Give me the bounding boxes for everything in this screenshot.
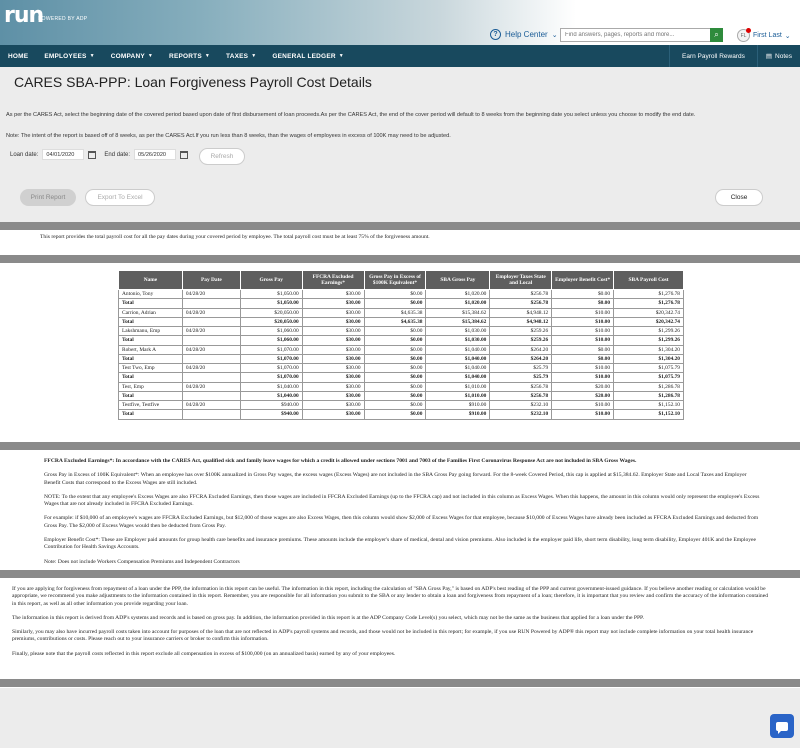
table-cell: $1,050.00	[240, 290, 302, 299]
end-date-label: End date:	[104, 151, 131, 158]
table-cell: $1,040.00	[240, 382, 302, 391]
divider-band	[0, 255, 800, 263]
table-cell	[182, 391, 240, 400]
table-cell: $30.00	[302, 382, 364, 391]
loan-date-label: Loan date:	[10, 151, 39, 158]
chevron-down-icon: ⌄	[784, 32, 791, 40]
search-icon: ⌕	[714, 30, 719, 39]
table-cell: $1,040.00	[426, 373, 490, 382]
table-cell: $1,070.00	[240, 364, 302, 373]
table-cell: $4,948.12	[490, 317, 552, 326]
table-cell: $10.00	[552, 308, 614, 317]
table-cell: Total	[119, 391, 183, 400]
table-cell: $0.00	[552, 299, 614, 308]
table-cell: $4,635.38	[364, 308, 426, 317]
table-cell: $15,384.62	[426, 308, 490, 317]
table-row	[119, 290, 684, 299]
earn-payroll-rewards-link[interactable]: Earn Payroll Rewards	[669, 45, 757, 67]
table-total-row	[119, 336, 684, 345]
table-cell: $910.00	[426, 401, 490, 410]
table-cell: $0.00	[364, 354, 426, 363]
table-header-row	[119, 271, 684, 290]
table-total-row	[119, 317, 684, 326]
table-cell: $0.00	[364, 336, 426, 345]
table-cell: 04/28/20	[182, 401, 240, 410]
user-menu[interactable]	[737, 29, 791, 42]
table-cell: $20,050.00	[240, 317, 302, 326]
table-cell: $0.00	[364, 373, 426, 382]
table-cell: $1,152.10	[614, 401, 684, 410]
export-excel-button[interactable]: Export To Excel	[85, 189, 155, 206]
table-cell: $15,384.62	[426, 317, 490, 326]
table-cell: $30.00	[302, 410, 364, 419]
search-input[interactable]	[560, 28, 722, 42]
table-cell	[182, 299, 240, 308]
close-button[interactable]: Close	[715, 189, 763, 206]
table-total-row	[119, 299, 684, 308]
table-total-row	[119, 373, 684, 382]
table-cell	[182, 410, 240, 419]
logo-subtitle: POWERED BY ADP	[38, 16, 88, 22]
table-cell: $0.00	[364, 382, 426, 391]
table-cell: $20.00	[552, 382, 614, 391]
table-cell: $30.00	[302, 308, 364, 317]
table-cell: $256.78	[490, 299, 552, 308]
table-cell: $30.00	[302, 336, 364, 345]
table-cell: $1,010.00	[426, 391, 490, 400]
table-cell: $25.79	[490, 364, 552, 373]
column-header: FFCRA Excluded Earnings*	[302, 271, 364, 290]
disclaimer-paragraph: The information in this report is derived from ADP's systems and records and is based on gross pay. In addition, the information provided in this report is at the ADP Company Code Level(s) you select, which may not be the same as the business that applied for a loan under the PPP.	[12, 614, 644, 621]
user-name: First Last	[753, 32, 782, 39]
table-cell: $1,030.00	[426, 327, 490, 336]
nav-general-ledger[interactable]: GENERAL LEDGER ▼	[272, 52, 344, 60]
table-cell: Total	[119, 299, 183, 308]
table-cell	[182, 336, 240, 345]
table-total-row	[119, 391, 684, 400]
main-nav	[0, 45, 800, 67]
table-cell: 04/28/20	[182, 308, 240, 317]
table-cell: $0.00	[364, 401, 426, 410]
intro-note: Note: The intent of the report is based off of 8 weeks, as per the CARES Act.If you run less than 8 weeks, than the wages of employees in excess of 100K may need to be adjusted.	[6, 133, 451, 139]
intro-text: As per the CARES Act, select the beginning date of the covered period based upon date of first disbursement of loan proceeds.As per the CARES Act, the end of the cover period will default to 8 weeks from the beginning date you select unless you choose to modify the end date.	[6, 112, 696, 118]
table-cell: $264.20	[490, 345, 552, 354]
disclaimer-paragraph: Similarly, you may also have incurred payroll costs taken into account for purposes of the loan that are not reflected in ADP's payroll systems and records, and those would not be included in this report; for example, if you use RUN Powered by ADP® this report may not include complete information on your total health insurance premiums, contributions or costs. Please reach out to your insurance carriers or broker to confirm this information.	[12, 629, 754, 643]
refresh-button[interactable]: Refresh	[199, 148, 245, 165]
table-cell: $1,299.26	[614, 327, 684, 336]
table-cell: $10.00	[552, 327, 614, 336]
table-total-row	[119, 410, 684, 419]
column-header: Employer Benefit Cost*	[552, 271, 614, 290]
nav-company[interactable]: COMPANY ▼	[110, 52, 154, 60]
table-cell: $30.00	[302, 327, 364, 336]
nav-taxes[interactable]: TAXES ▼	[226, 52, 257, 60]
table-cell: $4,635.38	[364, 317, 426, 326]
table-cell: $256.78	[490, 290, 552, 299]
table-cell	[182, 317, 240, 326]
date-row	[10, 149, 196, 160]
table-cell: $1,286.78	[614, 391, 684, 400]
table-cell: $1,040.00	[426, 354, 490, 363]
chat-icon	[776, 722, 788, 731]
column-header: Gross Pay	[240, 271, 302, 290]
table-cell: Total	[119, 373, 183, 382]
table-cell: $1,286.78	[614, 382, 684, 391]
table-cell: $20,342.74	[614, 308, 684, 317]
table-cell: Carrion, Adrian	[119, 308, 183, 317]
table-cell: Test Two, Emp	[119, 364, 183, 373]
table-total-row	[119, 354, 684, 363]
table-cell: Robert, Mark A	[119, 345, 183, 354]
table-cell: $0.00	[552, 290, 614, 299]
table-cell: $0.00	[364, 364, 426, 373]
table-cell: $1,060.00	[240, 336, 302, 345]
table-cell: Antonio, Tony	[119, 290, 183, 299]
table-cell: 04/28/20	[182, 345, 240, 354]
footnote-benefit-cost: Employer Benefit Cost*: These are Employer paid amounts for group health care benefits and insurance premiums. These amounts include the employer's share of medical, dental and vision premiums. Also included is the employer paid life, short term disability, long term disability, Employer 401K and the Employee Contribution for Health Savings Accounts.	[44, 537, 757, 551]
table-cell: $1,070.00	[240, 354, 302, 363]
footnote-ffcra: FFCRA Excluded Earnings*: In accordance with the CARES Act, qualified sick and family leave wages for which a credit is allowed under sections 7001 and 7003 of the Families First Coronavirus Response Act are not included in SBA Gross Wages.	[44, 458, 637, 464]
table-cell	[182, 373, 240, 382]
table-cell: $4,948.12	[490, 308, 552, 317]
table-cell: $30.00	[302, 401, 364, 410]
divider-band	[0, 222, 800, 230]
table-cell: $1,070.00	[240, 345, 302, 354]
notes-icon: ▤	[765, 53, 773, 60]
table-cell: $256.78	[490, 391, 552, 400]
table-cell: $1,276.78	[614, 299, 684, 308]
report-footnotes	[44, 458, 764, 573]
divider-band	[0, 570, 800, 578]
table-cell: $1,050.00	[240, 299, 302, 308]
table-cell: $10.00	[552, 373, 614, 382]
table-cell: $910.00	[426, 410, 490, 419]
table-cell: 04/28/20	[182, 327, 240, 336]
help-center-label: Help Center	[505, 30, 548, 39]
table-cell: $1,070.00	[240, 373, 302, 382]
report-panel	[0, 222, 800, 688]
column-header: Pay Date	[182, 271, 240, 290]
table-cell: $1,152.10	[614, 410, 684, 419]
table-cell: $30.00	[302, 373, 364, 382]
avatar: FL	[737, 29, 750, 42]
chevron-down-icon: ▼	[251, 53, 257, 59]
table-cell: 04/28/20	[182, 364, 240, 373]
footnote-gross-pay-excess: Gross Pay in Excess of 100K Equivalent*: When an employee has over $100K annualized in Gross Pay wages, the excess wages (Excess Wages) are not included in the SBA Gross Pay going forward. For the 8-week Covered Period, this cap is applied at $15,384.62. Employer State and Local Taxes and Employer Benefit Costs that correspond to the Excess Wages are still included.	[44, 472, 747, 486]
help-center-button[interactable]	[490, 29, 558, 40]
column-header: Name	[119, 271, 183, 290]
table-cell: $1,040.00	[426, 364, 490, 373]
table-cell: $256.78	[490, 382, 552, 391]
top-bar	[0, 0, 800, 45]
column-header: Employer Taxes State and Local	[490, 271, 552, 290]
table-cell: $10.00	[552, 364, 614, 373]
table-cell: $940.00	[240, 410, 302, 419]
run-logo[interactable]: run	[4, 3, 44, 28]
nav-reports[interactable]: REPORTS ▼	[169, 52, 211, 60]
table-row	[119, 382, 684, 391]
table-cell	[182, 354, 240, 363]
table-cell: $20,050.00	[240, 308, 302, 317]
table-cell: $0.00	[364, 290, 426, 299]
table-cell: $0.00	[364, 299, 426, 308]
table-cell: Testfive, Testfive	[119, 401, 183, 410]
table-cell: $10.00	[552, 410, 614, 419]
table-cell: $0.00	[364, 410, 426, 419]
table-cell: $1,075.79	[614, 373, 684, 382]
footnote-example: For example: if $10,000 of an employee's wages are FFCRA Excluded Earnings, but $12,000 of those wages are also Excess Wages, then this column would show $2,000 of Excess Wages for that employee, because $10,000 of Excess Wages have already been included as FFCRA Excluded Earnings and deducted from Gross Pay. The $2,000 of Excess Wages would then be deducted from Gross Pay.	[44, 515, 759, 529]
search-button[interactable]	[710, 28, 723, 42]
table-cell: Total	[119, 410, 183, 419]
table-cell: $20,342.74	[614, 317, 684, 326]
table-cell: $259.26	[490, 327, 552, 336]
table-cell: $940.00	[240, 401, 302, 410]
column-header: SBA Gross Pay	[426, 271, 490, 290]
table-cell: $232.10	[490, 401, 552, 410]
table-cell: $0.00	[364, 327, 426, 336]
table-cell: Total	[119, 317, 183, 326]
table-cell: $1,299.26	[614, 336, 684, 345]
table-cell: $1,304.20	[614, 345, 684, 354]
page-title: CARES SBA-PPP: Loan Forgiveness Payroll Cost Details	[14, 74, 372, 90]
table-cell: $0.00	[552, 354, 614, 363]
notes-button[interactable]: ▤ Notes	[757, 45, 800, 67]
chevron-down-icon: ▼	[338, 53, 344, 59]
disclaimer	[12, 586, 772, 665]
table-row	[119, 327, 684, 336]
table-cell: Lakshmanu, Emp	[119, 327, 183, 336]
table-cell: $25.79	[490, 373, 552, 382]
table-cell: $0.00	[364, 345, 426, 354]
help-icon: ?	[490, 29, 501, 40]
divider-band	[0, 679, 800, 687]
column-header: Gross Pay in Excess of $100K Equivalent*	[364, 271, 426, 290]
table-cell: $1,030.00	[426, 336, 490, 345]
disclaimer-paragraph: Finally, please note that the payroll costs reflected in this report exclude all compensation in excess of $100,000 (on an annualized basis) earned by any of your employees.	[12, 650, 396, 657]
table-cell: $30.00	[302, 299, 364, 308]
table-cell: $0.00	[364, 391, 426, 400]
table-cell: $259.26	[490, 336, 552, 345]
calendar-icon[interactable]	[88, 151, 96, 159]
chevron-down-icon: ⌄	[551, 31, 558, 39]
report-intro: This report provides the total payroll cost for all the pay dates during your covered period by employee. The total payroll cost must be at least 75% of the forgiveness amount.	[40, 234, 430, 240]
table-cell: $232.10	[490, 410, 552, 419]
table-cell: Total	[119, 336, 183, 345]
table-cell: $30.00	[302, 354, 364, 363]
table-cell: $30.00	[302, 290, 364, 299]
table-cell: 04/28/20	[182, 290, 240, 299]
table-row	[119, 308, 684, 317]
chevron-down-icon: ▼	[204, 53, 211, 59]
table-cell: $1,304.20	[614, 354, 684, 363]
table-cell: $1,040.00	[426, 345, 490, 354]
table-cell: $1,060.00	[240, 327, 302, 336]
table-row	[119, 345, 684, 354]
table-cell: $20.00	[552, 391, 614, 400]
table-cell: $10.00	[552, 336, 614, 345]
table-row	[119, 401, 684, 410]
loan-date-input[interactable]: 04/01/2020	[42, 149, 84, 160]
table-cell: $1,010.00	[426, 382, 490, 391]
table-cell: $1,075.79	[614, 364, 684, 373]
print-report-button[interactable]: Print Report	[20, 189, 76, 206]
nav-home[interactable]: HOME	[8, 52, 29, 60]
table-cell: $264.20	[490, 354, 552, 363]
column-header: SBA Payroll Cost	[614, 271, 684, 290]
chat-button[interactable]	[770, 714, 794, 738]
nav-employees[interactable]: EMPLOYEES ▼	[44, 52, 95, 60]
footnote-exclusions: Note: Does not include Workers Compensation Premiums and Independent Contractors	[44, 558, 240, 565]
table-cell: Test, Emp	[119, 382, 183, 391]
table-cell: Total	[119, 354, 183, 363]
table-cell: $30.00	[302, 345, 364, 354]
table-cell: $30.00	[302, 364, 364, 373]
table-cell: $1,020.00	[426, 299, 490, 308]
calendar-icon[interactable]	[180, 151, 188, 159]
disclaimer-paragraph: If you are applying for forgiveness from repayment of a loan under the PPP, the information in this report can be useful. The information in this report, including the calculation of "SBA Gross Pay," is based on ADP's best reading of the PPP and current government-issued guidance. If you believe another reading or calculation would be appropriate, we recommend you make adjustments to the information contained in this report. Remember, you are responsible for all information you submit to the SBA or any lender to obtain a loan and forgiveness from repayment of a loan; therefore, it is important that you review and confirm the accuracy of the information contained in this report, as well as all other information you provide regarding your loan.	[12, 586, 769, 607]
table-cell: $10.00	[552, 317, 614, 326]
table-cell: $1,040.00	[240, 391, 302, 400]
table-row	[119, 364, 684, 373]
payroll-table	[118, 270, 684, 420]
table-cell: $30.00	[302, 391, 364, 400]
table-cell: $30.00	[302, 317, 364, 326]
end-date-input[interactable]: 05/26/2020	[134, 149, 176, 160]
table-cell: $1,020.00	[426, 290, 490, 299]
footnote-note: NOTE: To the extent that any employee's Excess Wages are also FFCRA Excluded Earnings, then those wages are included in FFCRA Excluded Earnings (up to the FFCRA cap) and not included in this column as Excess Wages. When this happens, the amount in this column would only represent the employee's Excess Wages that are not already included in FFCRA Excluded Earnings.	[44, 493, 760, 508]
divider-band	[0, 442, 800, 450]
table-cell: 04/28/20	[182, 382, 240, 391]
table-cell: $1,276.78	[614, 290, 684, 299]
table-cell: $10.00	[552, 401, 614, 410]
table-cell: $0.00	[552, 345, 614, 354]
chevron-down-icon: ▼	[147, 53, 154, 59]
chevron-down-icon: ▼	[89, 53, 95, 59]
